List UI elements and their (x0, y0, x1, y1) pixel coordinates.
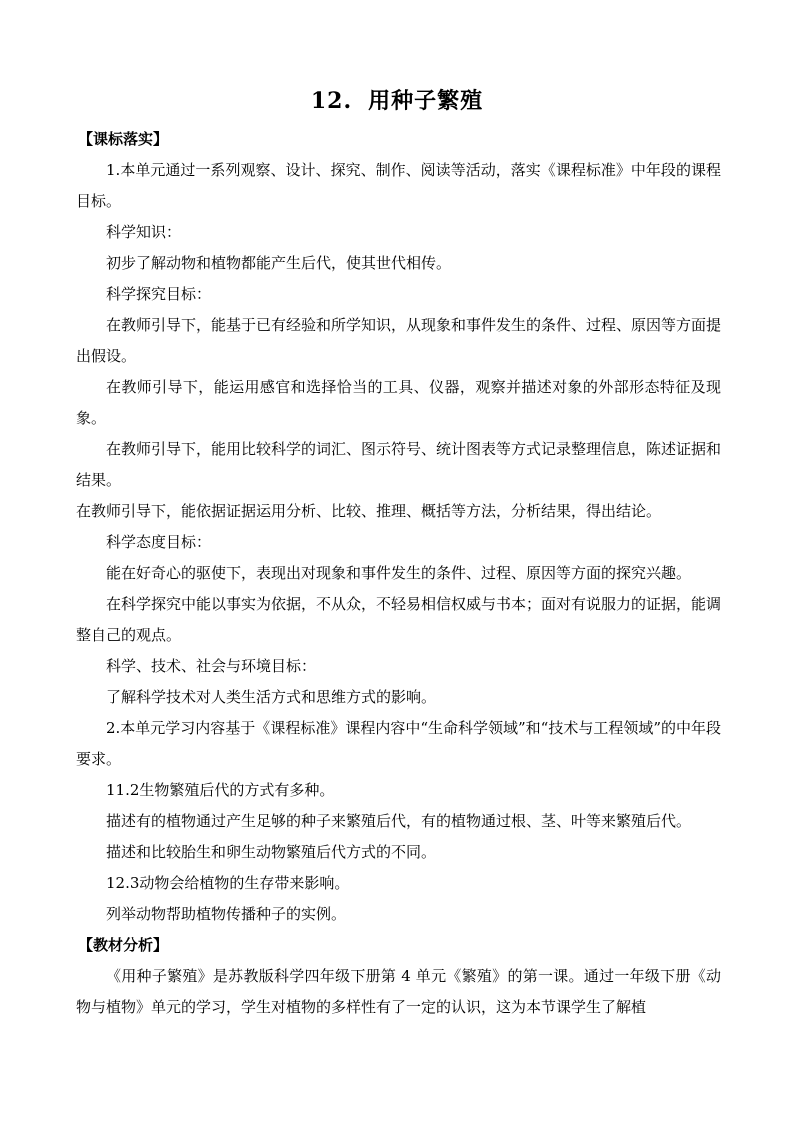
section-heading-curriculum: 【课标落实】 (78, 130, 169, 148)
paragraph: 描述有的植物通过产生足够的种子来繁殖后代，有的植物通过根、茎、叶等来繁殖后代。 (106, 812, 692, 830)
paragraph: 列举动物帮助植物传播种子的实例。 (106, 905, 347, 923)
paragraph: 11.2生物繁殖后代的方式有多种。 (106, 781, 335, 799)
section-heading-textbook-analysis: 【教材分析】 (78, 936, 169, 954)
paragraph: 能在好奇心的驱使下，表现出对现象和事件发生的条件、过程、原因等方面的探究兴趣。 (106, 564, 692, 582)
paragraph: 在教师引导下，能用比较科学的词汇、图示符号、统计图表等方式记录整理信息，陈述证据和结果。 (76, 440, 722, 489)
paragraph: 12.3动物会给植物的生存带来影响。 (106, 874, 350, 892)
page-title (0, 84, 794, 115)
paragraph: 科学探究目标： (106, 285, 212, 303)
paragraph: 《用种子繁殖》是苏教版科学四年级下册第 4 单元《繁殖》的第一课。通过一年级下册《动物与植物》单元的学习，学生对植物的多样性有了一定的认识，这为本节课学生了解植 (76, 967, 721, 1016)
title-number: 12. (310, 88, 353, 114)
paragraph: 初步了解动物和植物都能产生后代，使其世代相传。 (106, 254, 452, 272)
paragraph: 在教师引导下，能运用感官和选择恰当的工具、仪器，观察并描述对象的外部形态特征及现象。 (76, 378, 721, 427)
title-text: 用种子繁殖 (368, 88, 484, 114)
paragraph: 在教师引导下，能依据证据运用分析、比较、推理、概括等方法，分析结果，得出结论。 (76, 502, 662, 520)
paragraph: 2.本单元学习内容基于《课程标准》课程内容中“生命科学领域”和“技术与工程领域”的中年段要求。 (76, 719, 721, 768)
paragraph: 科学态度目标： (106, 533, 212, 551)
paragraph: 在教师引导下，能基于已有经验和所学知识，从现象和事件发生的条件、过程、原因等方面提出假设。 (76, 316, 722, 365)
paragraph: 1.本单元通过一系列观察、设计、探究、制作、阅读等活动，落实《课程标准》中年段的课程目标。 (76, 161, 721, 210)
paragraph: 科学知识： (106, 223, 182, 241)
paragraph: 在科学探究中能以事实为依据，不从众，不轻易相信权威与书本；面对有说服力的证据，能调整自己的观点。 (76, 595, 722, 644)
paragraph: 描述和比较胎生和卵生动物繁殖后代方式的不同。 (106, 843, 437, 861)
paragraph: 了解科学技术对人类生活方式和思维方式的影响。 (106, 688, 437, 706)
paragraph: 科学、技术、社会与环境目标： (106, 657, 317, 675)
document-body (76, 124, 721, 1023)
